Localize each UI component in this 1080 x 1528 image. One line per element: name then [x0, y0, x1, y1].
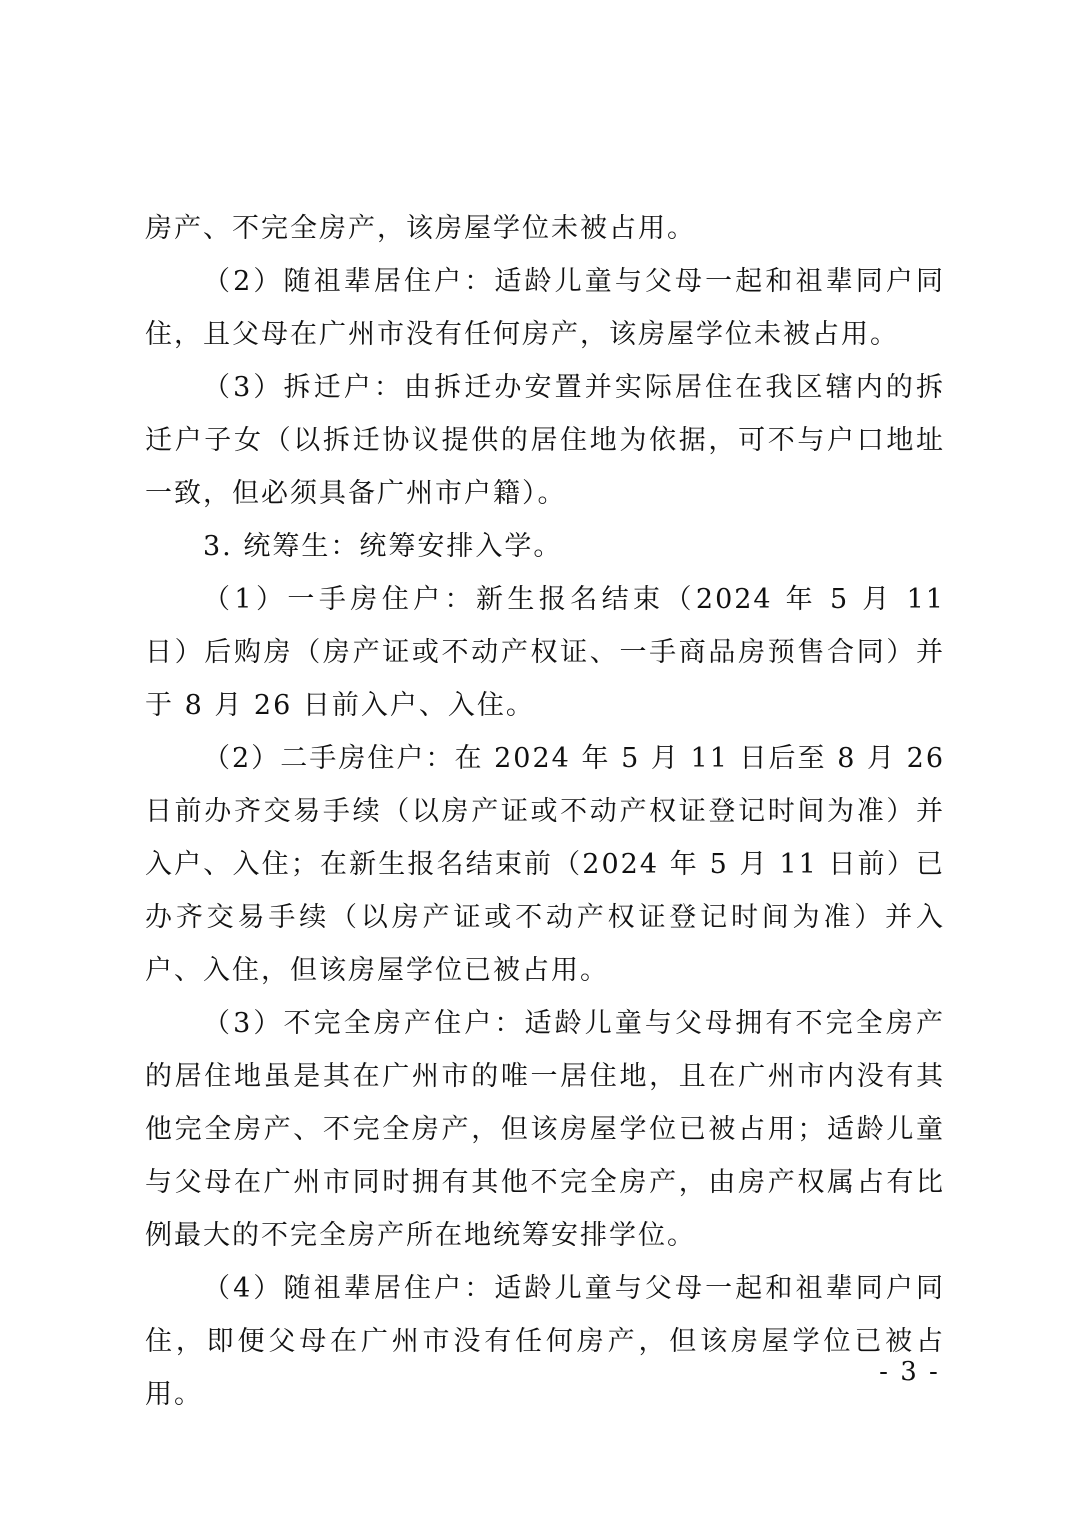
paragraph-item-2-second-hand: （2）二手房住户：在 2024 年 5 月 11 日后至 8 月 26 日前办齐交易手续（以房产证或不动产权证登记时间为准）并入户、入住；在新生报名结束前（2024 年 5 月 11 日前）已办齐交易手续（以房产证或不动产权证登记时间为准）并入户、入住，但该房屋学位已被占用。 — [145, 743, 945, 986]
paragraph-item-3-relocation: （3）拆迁户：由拆迁办安置并实际居住在我区辖内的拆迁户子女（以拆迁协议提供的居住地为依据，可不与户口地址一致，但必须具备广州市户籍）。 — [145, 372, 945, 509]
paragraph-item-4-grandparents: （4）随祖辈居住户：适龄儿童与父母一起和祖辈同户同住，即便父母在广州市没有任何房产，但该房屋学位已被占用。 — [145, 1273, 945, 1410]
paragraph-item-2-grandparents: （2）随祖辈居住户：适龄儿童与父母一起和祖辈同户同住，且父母在广州市没有任何房产，该房屋学位未被占用。 — [145, 266, 945, 350]
paragraph-item-3-partial-property: （3）不完全房产住户：适龄儿童与父母拥有不完全房产的居住地虽是其在广州市的唯一居住地，且在广州市内没有其他完全房产、不完全房产，但该房屋学位已被占用；适龄儿童与父母在广州市同时拥有其他不完全房产，由房产权属占有比例最大的不完全房产所在地统筹安排学位。 — [145, 1008, 945, 1251]
paragraph-section-3-heading: 3. 统筹生：统筹安排入学。 — [203, 531, 563, 562]
page-number: - 3 - — [879, 1357, 940, 1387]
paragraph-item-1-new-house: （1）一手房住户：新生报名结束（2024 年 5 月 11 日）后购房（房产证或不动产权证、一手商品房预售合同）并于 8 月 26 日前入户、入住。 — [145, 584, 945, 721]
paragraph-continuation: 房产、不完全房产，该房屋学位未被占用。 — [145, 213, 696, 244]
document-body — [145, 202, 945, 1421]
